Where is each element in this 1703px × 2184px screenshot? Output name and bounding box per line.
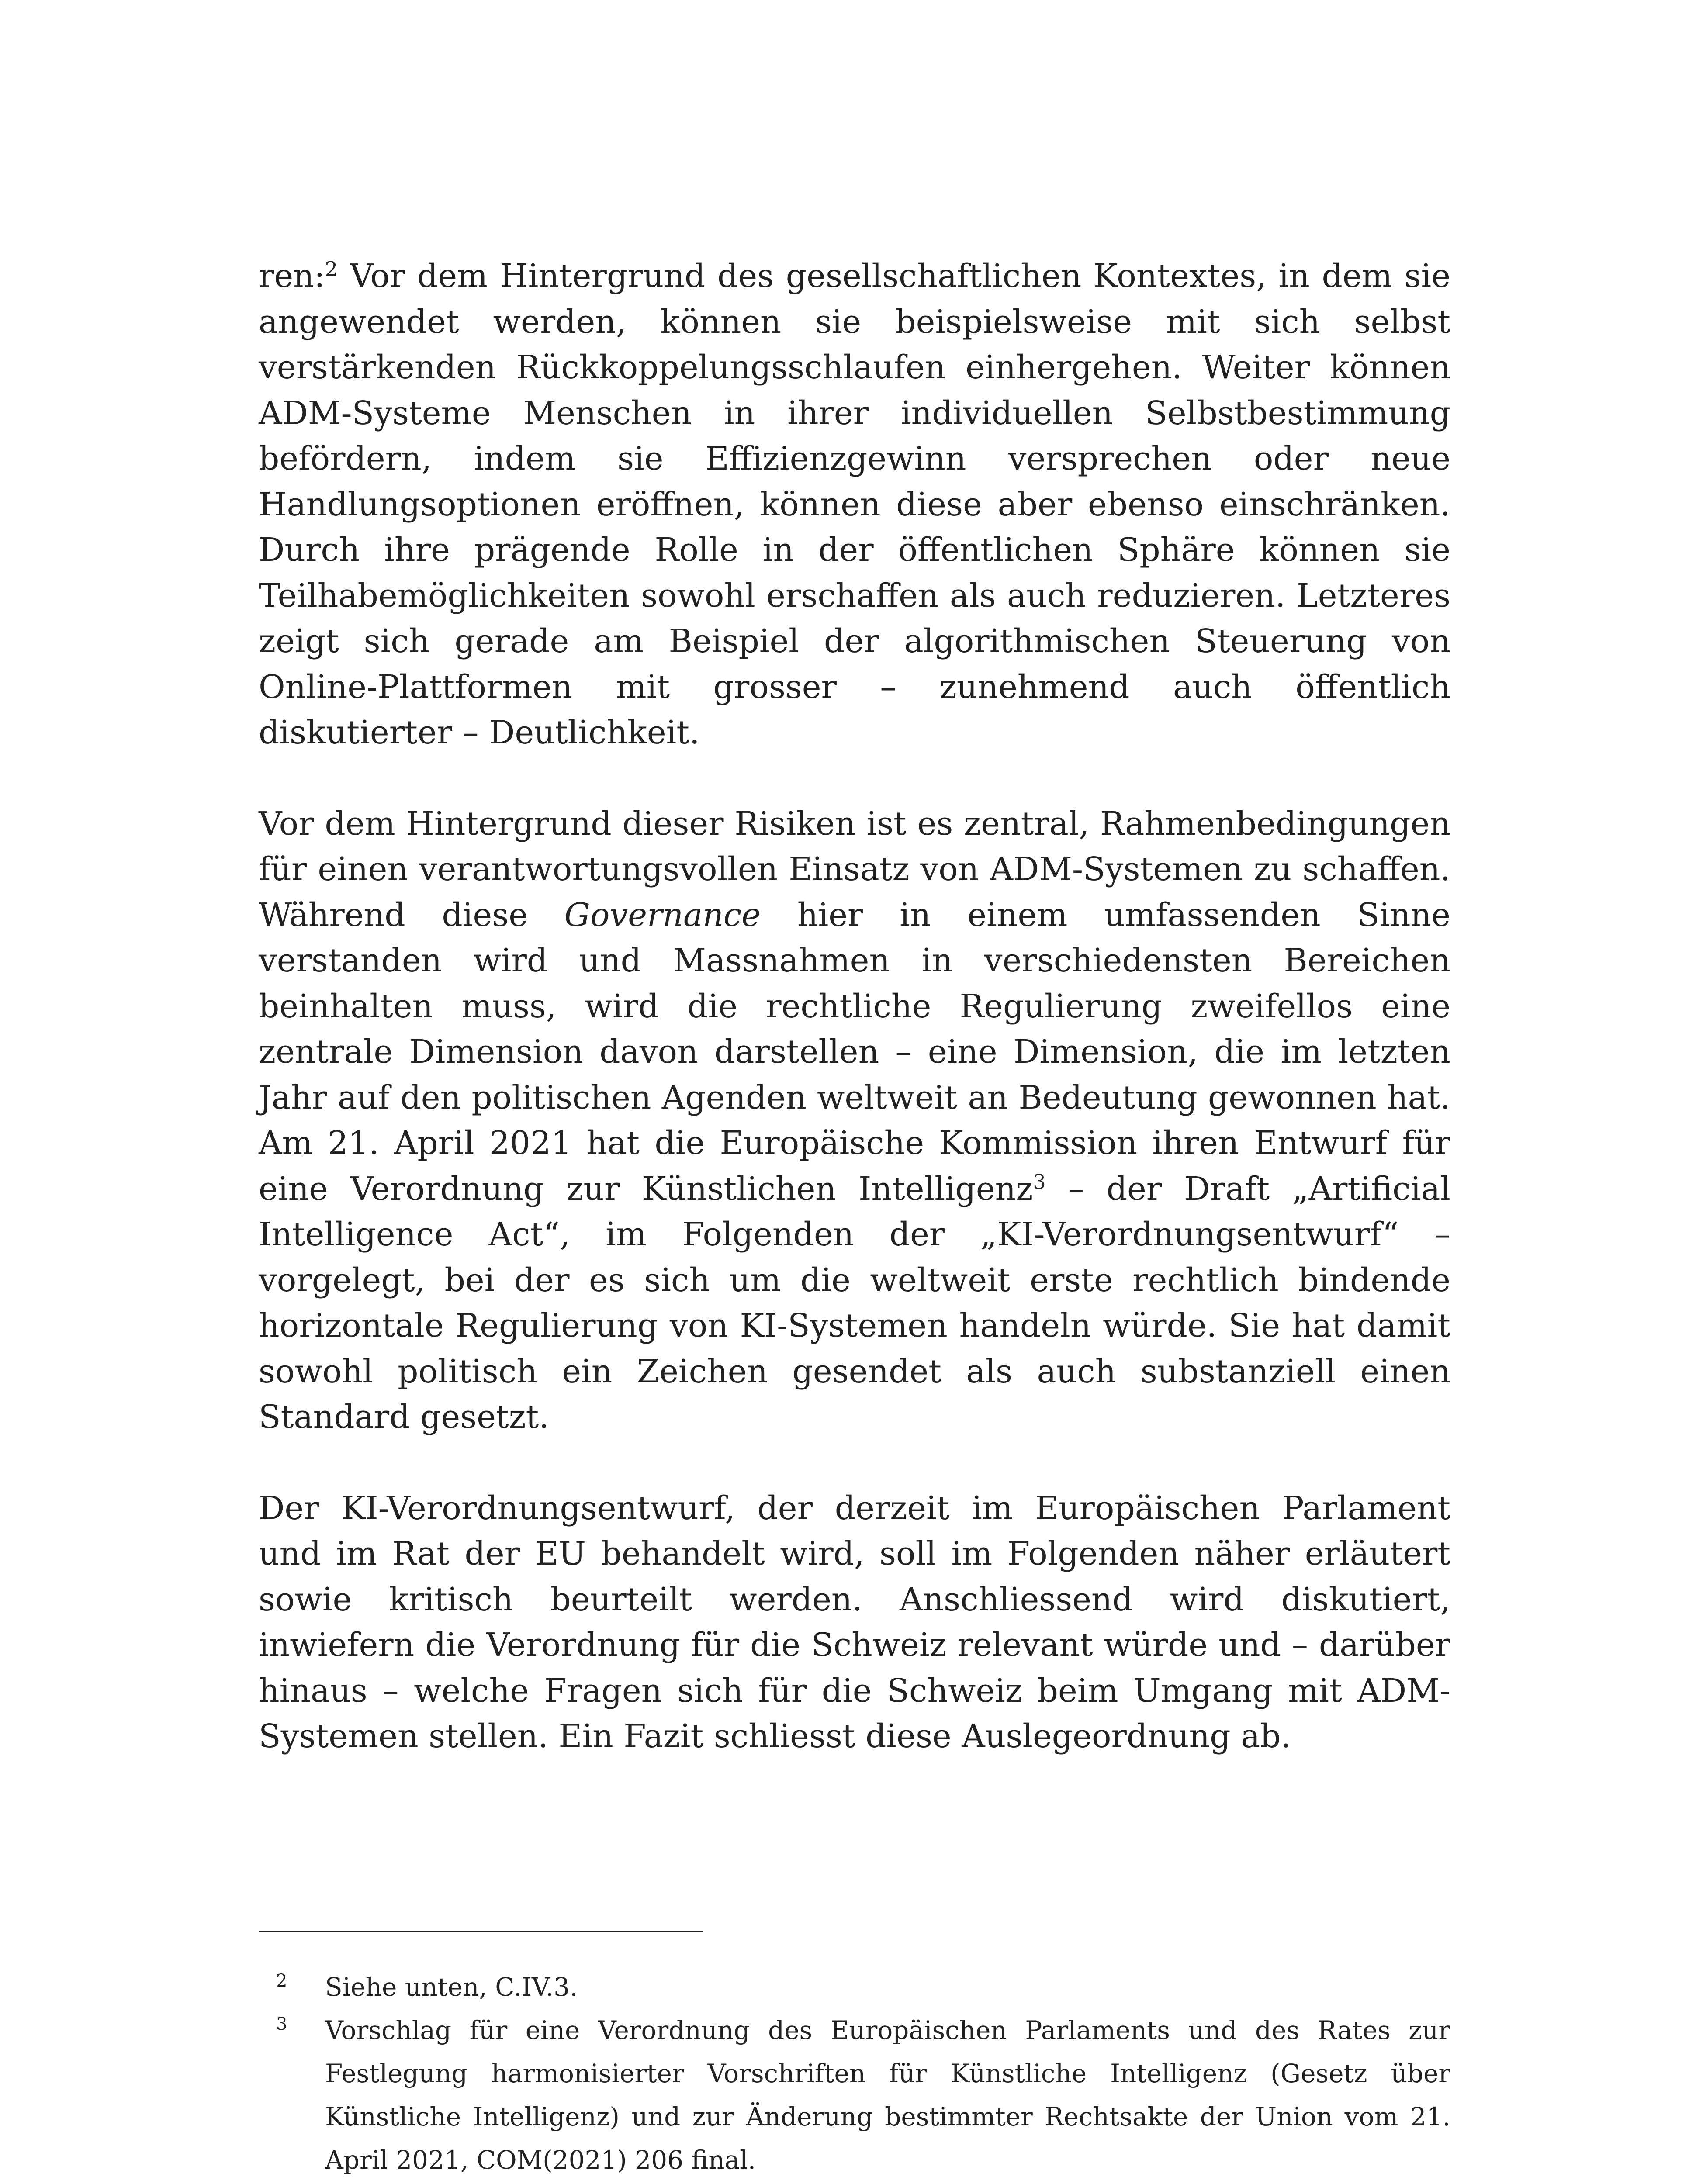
paragraph-1	[259, 253, 1450, 756]
paragraph-text: – der Draft „Artificial Intelligence Act“, im Folgenden der „KI-Verordnungsentwurf“ – vorgelegt, bei der es sich um die weltweit erste rechtlich bindende horizontale Regulierung von KI-Systemen handeln würde. Sie hat damit sowohl politisch ein Zeichen gesendet als auch substanziell einen Standard gesetzt.	[259, 1170, 1450, 1436]
footnote-number: 2	[276, 1971, 287, 1991]
footnote-3	[259, 2009, 1450, 2182]
footnote-2	[259, 1966, 1450, 2009]
footnote-text: Siehe unten, C.IV.3.	[325, 1972, 578, 2002]
footnote-reference-3[interactable]: 3	[1033, 1169, 1046, 1193]
footnotes	[259, 1966, 1450, 2182]
paragraph-2	[259, 801, 1450, 1440]
paragraph-text: ren:	[259, 257, 325, 295]
paragraph-text: Der KI-Verordnungsentwurf, der derzeit im Europäischen Parlament und im Rat der EU behandelt wird, soll im Folgenden näher erläutert sowie kritisch beurteilt werden. Anschliessend wird diskutiert, inwiefern die Verordnung für die Schweiz relevant würde und – darüber hinaus – welche Fragen sich für die Schweiz beim Umgang mit ADM-Systemen stellen. Ein Fazit schliesst diese Auslegeordnung ab.	[259, 1489, 1450, 1755]
footnote-text: Vorschlag für eine Verordnung des Europäischen Parlaments und des Rates zur Festlegung harmonisierter Vorschriften für Künstliche Intelligenz (Gesetz über Künstliche Intelligenz) und zur Änderung bestimmter Rechtsakte der Union vom 21. April 2021, COM(2021) 206 final.	[325, 2015, 1450, 2175]
body-text	[259, 253, 1450, 1759]
paragraph-3	[259, 1486, 1450, 1759]
footnote-reference-2[interactable]: 2	[325, 257, 338, 281]
paragraph-text: Vor dem Hintergrund des gesellschaftlichen Kontextes, in dem sie angewendet werden, können sie beispielsweise mit sich selbst verstärkenden Rückkoppelungsschlaufen einhergehen. Weiter können ADM-Systeme Menschen in ihrer individuellen Selbstbestimmung befördern, indem sie Effizienzgewinn versprechen oder neue Handlungsoptionen eröffnen, können diese aber ebenso einschränken. Durch ihre prägende Rolle in der öffentlichen Sphäre können sie Teilhabemöglichkeiten sowohl erschaffen als auch reduzieren. Letzteres zeigt sich gerade am Beispiel der algorithmischen Steuerung von Online-Plattformen mit grosser – zunehmend auch öffentlich diskutierter – Deutlichkeit.	[259, 257, 1450, 751]
emphasis-governance: Governance	[564, 896, 761, 934]
paragraph-text: Vor dem Hintergrund dieser Risiken ist es zentral, Rahmenbedingungen für einen verantwortungsvollen Einsatz von ADM-Systemen zu schaffen. Während diese	[259, 805, 1450, 934]
footnote-number: 3	[276, 2014, 287, 2034]
footnote-divider	[259, 1931, 703, 1932]
paragraph-text: hier in einem umfassenden Sinne verstanden wird und Massnahmen in verschiedensten Bereichen beinhalten muss, wird die rechtliche Regulierung zweifellos eine zentrale Dimension davon darstellen – eine Dimension, die im letzten Jahr auf den politischen Agenden weltweit an Bedeutung gewonnen hat. Am 21. April 2021 hat die Europäische Kommission ihren Entwurf für eine Verordnung zur Künstlichen Intelligenz	[259, 896, 1450, 1208]
